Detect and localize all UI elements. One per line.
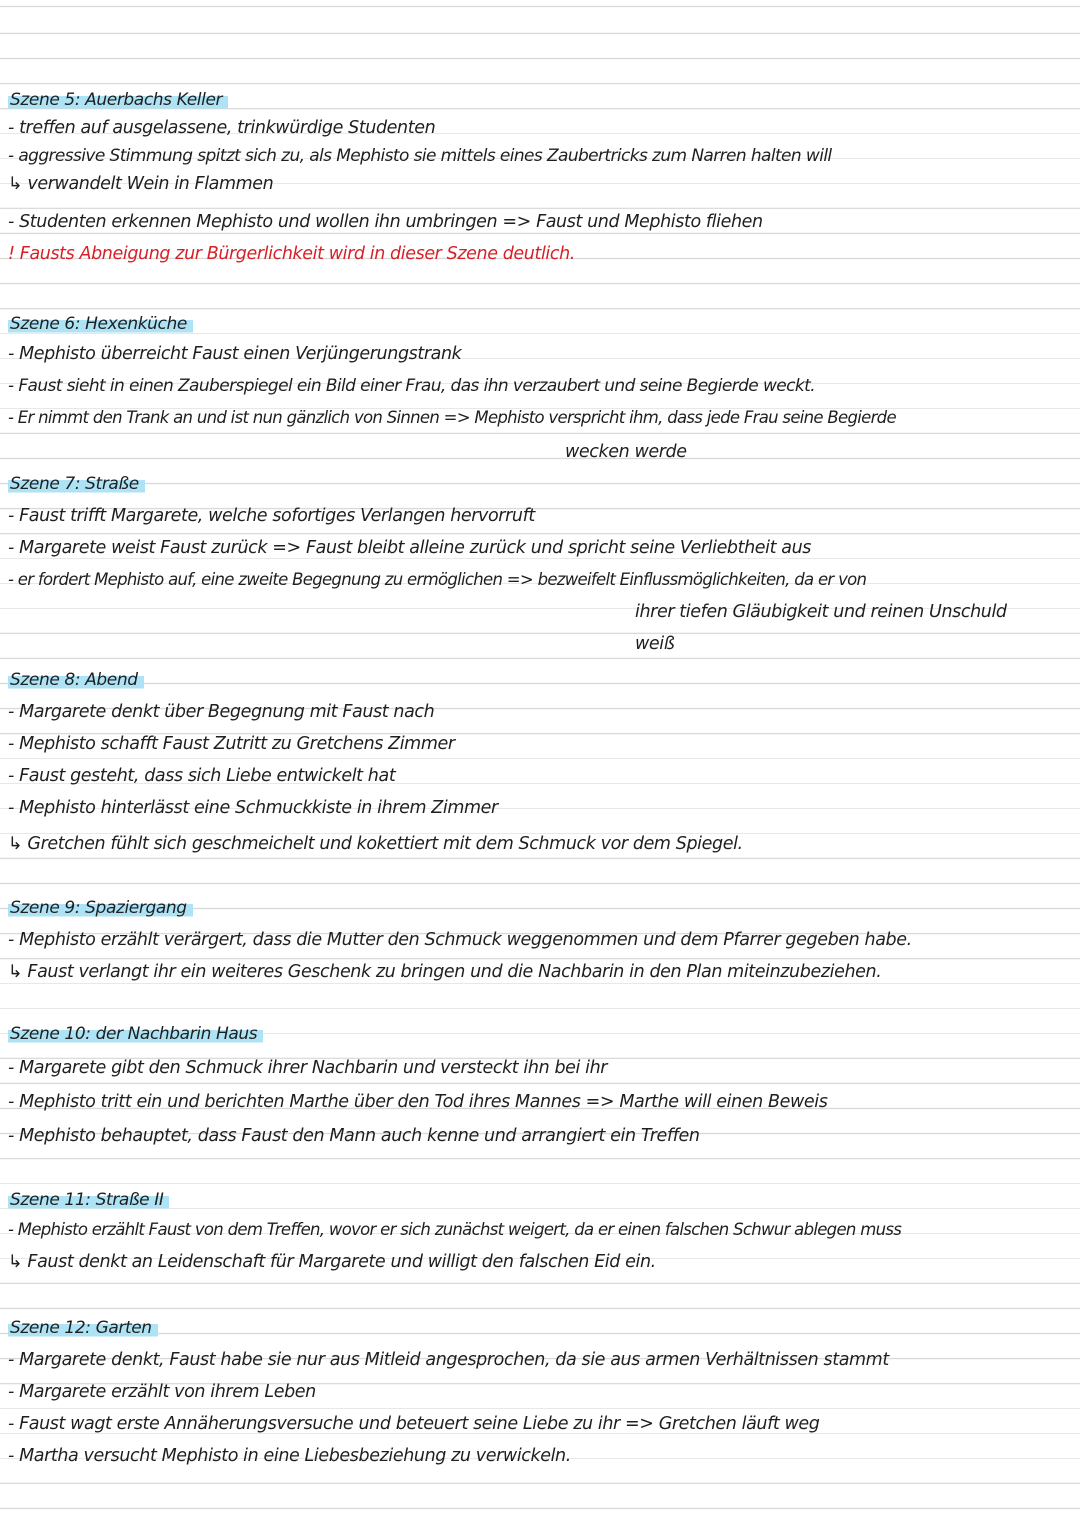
scene-7-heading: Szene 7: Straße — [8, 472, 145, 496]
scene-11-heading: Szene 11: Straße II — [8, 1188, 169, 1212]
scene-7-line-3: - er fordert Mephisto auf, eine zweite Begegnung zu ermöglichen => bezweifelt Einflussmöglichkeiten, da er von — [8, 570, 867, 589]
scene-7-line-1: - Faust trifft Margarete, welche sofortiges Verlangen hervorruft — [8, 506, 535, 526]
scene-5-line-2: - aggressive Stimmung spitzt sich zu, als Mephisto sie mittels eines Zaubertricks zum Narren halten will — [8, 146, 832, 166]
scene-7-line-3-cont-2: weiß — [635, 634, 675, 654]
scene-6-line-2: - Faust sieht in einen Zauberspiegel ein Bild einer Frau, das ihn verzaubert und seine Begierde weckt. — [8, 376, 815, 396]
scene-11-line-1: - Mephisto erzählt Faust von dem Treffen, wovor er sich zunächst weigert, da er einen falschen Schwur ablegen muss — [8, 1220, 902, 1239]
scene-12-heading: Szene 12: Garten — [8, 1316, 158, 1340]
scene-9-line-1: - Mephisto erzählt verärgert, dass die Mutter den Schmuck weggenommen und dem Pfarrer gegeben habe. — [8, 930, 912, 950]
scene-10-line-1: - Margarete gibt den Schmuck ihrer Nachbarin und versteckt ihn bei ihr — [8, 1058, 608, 1078]
scene-6-line-3-cont: wecken werde — [565, 442, 687, 462]
scene-9-heading: Szene 9: Spaziergang — [8, 896, 193, 920]
scene-12-line-1: - Margarete denkt, Faust habe sie nur aus Mitleid angesprochen, da sie aus armen Verhältnissen stammt — [8, 1350, 889, 1370]
scene-6-line-1: - Mephisto überreicht Faust einen Verjüngerungstrank — [8, 344, 462, 364]
scene-8-line-1: - Margarete denkt über Begegnung mit Faust nach — [8, 702, 435, 722]
scene-8-line-2: - Mephisto schafft Faust Zutritt zu Gretchens Zimmer — [8, 734, 455, 754]
scene-5-red-note: ! Fausts Abneigung zur Bürgerlichkeit wird in dieser Szene deutlich. — [8, 244, 575, 264]
scene-10-line-3: - Mephisto behauptet, dass Faust den Mann auch kenne und arrangiert ein Treffen — [8, 1126, 700, 1146]
scene-5-line-4: - Studenten erkennen Mephisto und wollen ihn umbringen => Faust und Mephisto fliehen — [8, 212, 763, 232]
scene-8-line-5: ↳ Gretchen fühlt sich geschmeichelt und kokettiert mit dem Schmuck vor dem Spiegel. — [8, 834, 743, 854]
scene-12-line-2: - Margarete erzählt von ihrem Leben — [8, 1382, 316, 1402]
scene-6-line-3: - Er nimmt den Trank an und ist nun gänzlich von Sinnen => Mephisto verspricht ihm, dass jede Frau seine Begierde — [8, 408, 896, 427]
scene-11-line-2: ↳ Faust denkt an Leidenschaft für Margarete und willigt den falschen Eid ein. — [8, 1252, 656, 1272]
scene-7-line-2: - Margarete weist Faust zurück => Faust bleibt alleine zurück und spricht seine Verliebtheit aus — [8, 538, 811, 558]
scene-7-line-3-cont: ihrer tiefen Gläubigkeit und reinen Unschuld — [635, 602, 1007, 622]
scene-10-line-2: - Mephisto tritt ein und berichten Marthe über den Tod ihres Mannes => Marthe will einen Beweis — [8, 1092, 828, 1112]
scene-5-line-3: ↳ verwandelt Wein in Flammen — [8, 174, 274, 194]
scene-10-heading: Szene 10: der Nachbarin Haus — [8, 1022, 263, 1046]
scene-8-heading: Szene 8: Abend — [8, 668, 144, 692]
scene-5-heading: Szene 5: Auerbachs Keller — [8, 88, 228, 112]
scene-8-line-3: - Faust gesteht, dass sich Liebe entwickelt hat — [8, 766, 396, 786]
scene-12-line-3: - Faust wagt erste Annäherungsversuche und beteuert seine Liebe zu ihr => Gretchen läuft weg — [8, 1414, 820, 1434]
scene-6-heading: Szene 6: Hexenküche — [8, 312, 193, 336]
scene-12-line-4: - Martha versucht Mephisto in eine Liebesbeziehung zu verwickeln. — [8, 1446, 571, 1466]
scene-9-line-2: ↳ Faust verlangt ihr ein weiteres Geschenk zu bringen und die Nachbarin in den Plan miteinzubeziehen. — [8, 962, 882, 982]
scene-5-line-1: - treffen auf ausgelassene, trinkwürdige Studenten — [8, 118, 436, 138]
scene-8-line-4: - Mephisto hinterlässt eine Schmuckkiste in ihrem Zimmer — [8, 798, 498, 818]
